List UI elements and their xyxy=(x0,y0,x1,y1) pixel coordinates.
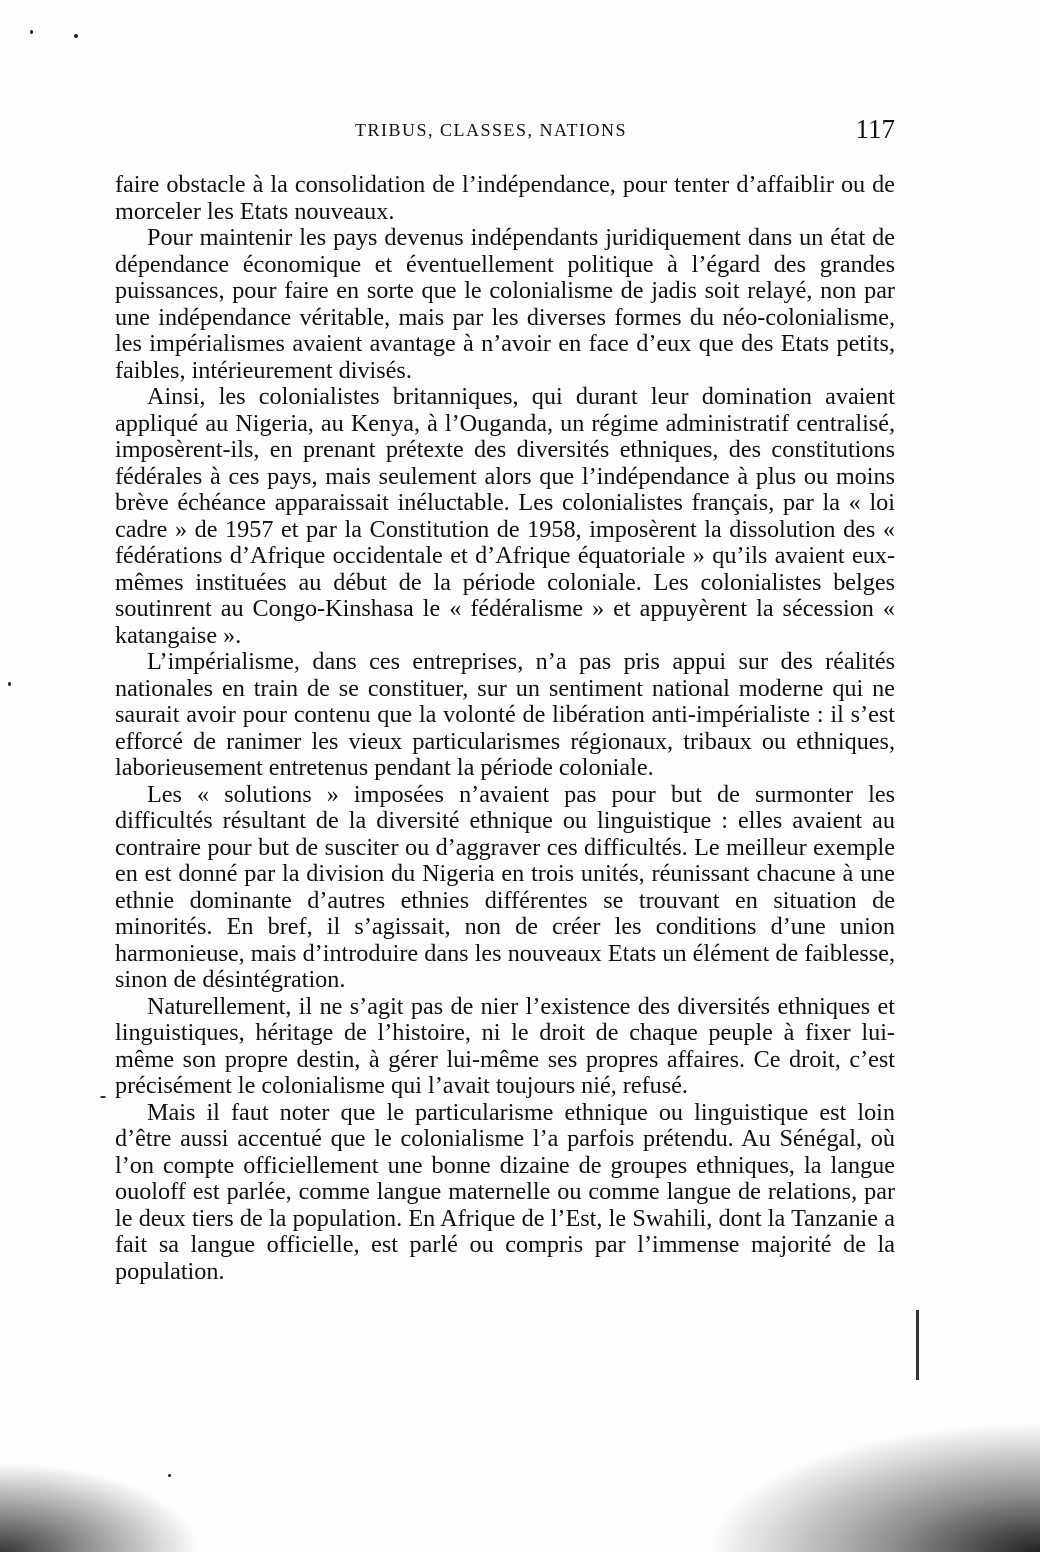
paragraph: Ainsi, les colonialistes britanniques, qui durant leur domination avaient appliqué au Nigeria, au Kenya, à l’Ouganda, un régime administratif centralisé, imposèrent-ils, en prenant prétexte des diversités ethniques, des constitutions fédérales à ces pays, mais seulement alors que l’indépendance à plus ou moins brève échéance apparaissait inéluctable. Les colonialistes français, par la « loi cadre » de 1957 et par la Constitution de 1958, imposèrent la dissolution des « fédérations d’Afrique occidentale et d’Afrique équatoriale » qu’ils avaient eux-mêmes instituées au début de la période coloniale. Les colonialistes belges soutinrent au Congo-Kinshasa le « fédéralisme » et appuyèrent la sécession « katangaise ». xyxy=(115,383,895,649)
scan-speck xyxy=(74,34,78,38)
scan-speck xyxy=(100,1096,106,1098)
paragraph: faire obstacle à la consolidation de l’indépendance, pour tenter d’affaiblir ou de morceler les Etats nouveaux. xyxy=(115,171,895,225)
scan-speck xyxy=(8,682,11,686)
paragraph: L’impérialisme, dans ces entreprises, n’a pas pris appui sur des réalités nationales en train de se constituer, sur un sentiment national moderne qui ne saurait avoir pour contenu que la volonté de libération anti-impérialiste : il s’est efforcé de ranimer les vieux particularismes régionaux, tribaux ou ethniques, laborieusement entretenus pendant la période coloniale. xyxy=(115,648,895,781)
scan-margin-mark xyxy=(916,1310,919,1380)
page-number: 117 xyxy=(855,114,895,144)
body-text xyxy=(115,172,895,1285)
scan-edge-shadow-right xyxy=(680,1412,1040,1552)
paragraph: Mais il faut noter que le particularisme ethnique ou linguistique est loin d’être aussi accentué que le colonialisme l’a parfois prétendu. Au Sénégal, où l’on compte officiellement une bonne dizaine de groupes ethniques, la langue ouoloff est parlée, comme langue maternelle ou comme langue de relations, par le deux tiers de la population. En Afrique de l’Est, le Swahili, dont la Tanzanie a fait sa langue officielle, est parlé ou compris par l’immense majorité de la population. xyxy=(115,1098,895,1285)
running-head xyxy=(115,114,895,148)
paragraph: Naturellement, il ne s’agit pas de nier l’existence des diversités ethniques et linguistiques, héritage de l’histoire, ni le droit de chaque peuple à fixer lui-même son propre destin, à gérer lui-même ses propres affaires. Ce droit, c’est précisément le colonialisme qui l’avait toujours nié, refusé. xyxy=(115,992,895,1099)
scan-speck xyxy=(30,30,33,34)
scan-edge-shadow-left xyxy=(0,1462,200,1552)
paragraph: Les « solutions » imposées n’avaient pas pour but de surmonter les difficultés résultant de la diversité ethnique ou linguistique : elles avaient au contraire pour but de susciter ou d’aggraver ces difficultés. Le meilleur exemple en est donné par la division du Nigeria en trois unités, réunissant chacune à une ethnie dominante d’autres ethnies différentes se trouvant en situation de minorités. En bref, il s’agissait, non de créer les conditions d’une union harmonieuse, mais d’introduire dans les nouveaux Etats un élément de faiblesse, sinon de désintégration. xyxy=(115,780,895,993)
paragraph: Pour maintenir les pays devenus indépendants juridiquement dans un état de dépendance économique et éventuellement politique à l’égard des grandes puissances, pour faire en sorte que le colonialisme de jadis soit relayé, non par une indépendance véritable, mais par les diverses formes du néo-colonialisme, les impérialismes avaient avantage à n’avoir en face d’eux que des Etats petits, faibles, intérieurement divisés. xyxy=(115,224,895,384)
running-title: TRIBUS, CLASSES, NATIONS xyxy=(355,120,628,140)
